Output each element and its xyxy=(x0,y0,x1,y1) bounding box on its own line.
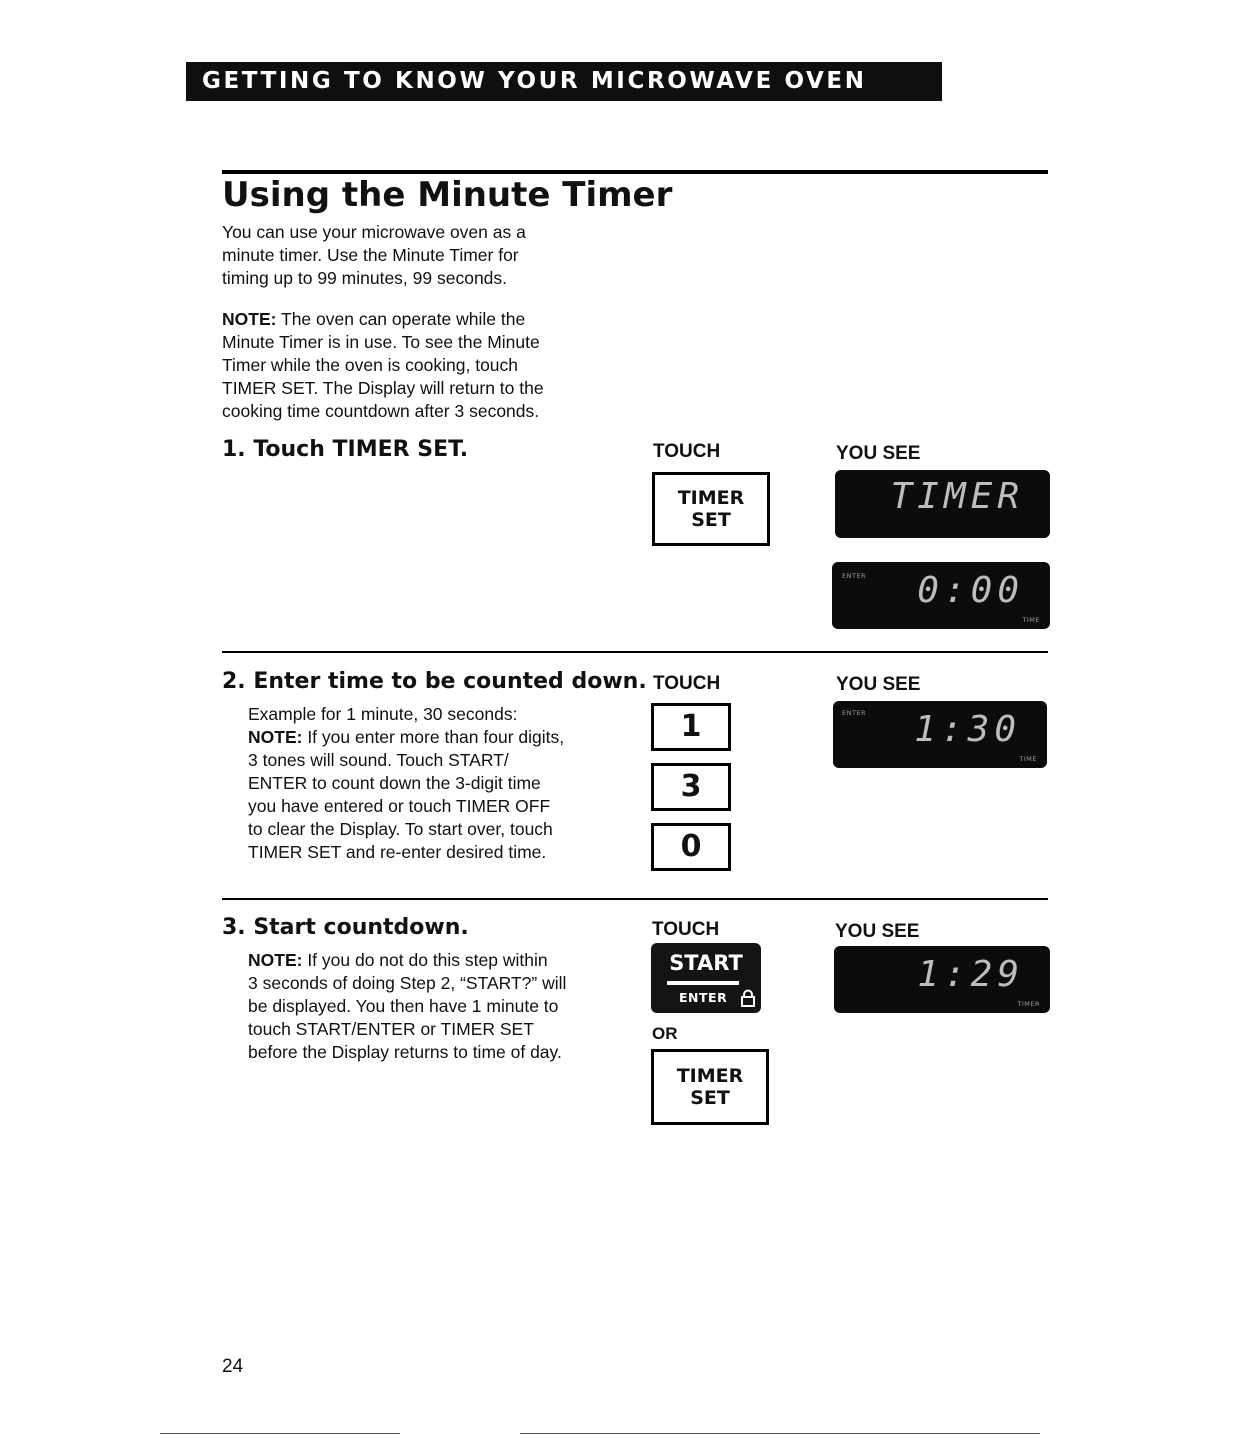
step3-heading: 3. Start countdown. xyxy=(222,915,469,940)
note-text: you have entered or touch TIMER OFF xyxy=(248,796,551,816)
step1-heading: 1. Touch TIMER SET. xyxy=(222,437,469,462)
intro-line: minute timer. Use the Minute Timer for xyxy=(222,245,519,265)
key-digit: 3 xyxy=(680,769,702,804)
note-text: be displayed. You then have 1 minute to xyxy=(248,996,559,1016)
touch-label: TOUCH xyxy=(653,673,721,694)
note-text: 3 tones will sound. Touch START/ xyxy=(248,750,509,770)
display-readout: 1:29 xyxy=(917,954,1024,995)
you-see-label: YOU SEE xyxy=(836,443,921,464)
display-tag-time: TIME xyxy=(1019,755,1037,763)
note-text: 3 seconds of doing Step 2, “START?” will xyxy=(248,973,567,993)
intro-line: You can use your microwave oven as a xyxy=(222,222,526,242)
note-text: Minute Timer is in use. To see the Minute xyxy=(222,332,540,352)
key-label: SET xyxy=(690,1087,730,1109)
key-label: TIMER xyxy=(677,487,745,509)
key-digit: 0 xyxy=(680,829,702,864)
section-banner: GETTING TO KNOW YOUR MICROWAVE OVEN xyxy=(186,62,942,101)
intro-paragraph xyxy=(222,221,622,290)
enter-key-label: ENTER xyxy=(679,990,728,1005)
step2-heading: 2. Enter time to be counted down. xyxy=(222,669,647,694)
you-see-label: YOU SEE xyxy=(836,674,921,695)
number-key-3[interactable] xyxy=(651,763,731,811)
footer-rule xyxy=(520,1433,1040,1434)
you-see-label: YOU SEE xyxy=(835,921,920,942)
step-divider xyxy=(222,898,1048,900)
timer-set-key[interactable] xyxy=(652,472,770,546)
key-label: TIMER xyxy=(676,1065,744,1087)
note-text: TIMER SET. The Display will return to the xyxy=(222,378,544,398)
page-number: 24 xyxy=(222,1356,244,1377)
start-key-label: START xyxy=(669,951,743,975)
note-text: TIMER SET and re-enter desired time. xyxy=(248,842,547,862)
step2-body xyxy=(248,703,620,864)
key-digit: 1 xyxy=(680,709,702,744)
note-label: NOTE: xyxy=(222,309,277,329)
example-text: Example for 1 minute, 30 seconds: xyxy=(248,704,518,724)
number-key-0[interactable] xyxy=(651,823,731,871)
note-text: Timer while the oven is cooking, touch xyxy=(222,355,519,375)
display-tag-enter: ENTER xyxy=(842,572,867,580)
note-text: cooking time countdown after 3 seconds. xyxy=(222,401,540,421)
note-text: to clear the Display. To start over, touch xyxy=(248,819,553,839)
note-text: If you enter more than four digits, xyxy=(302,727,565,747)
touch-label: TOUCH xyxy=(652,919,720,940)
display-readout: 0:00 xyxy=(917,570,1024,611)
display-zero xyxy=(832,562,1050,629)
page-title: Using the Minute Timer xyxy=(222,175,673,215)
step-divider xyxy=(222,651,1048,653)
footer-rule xyxy=(160,1433,400,1434)
key-label: SET xyxy=(691,509,731,531)
lock-icon xyxy=(739,989,757,1007)
note-text: touch START/ENTER or TIMER SET xyxy=(248,1019,534,1039)
display-tag-timer: TIMER xyxy=(1017,1000,1040,1008)
step3-body xyxy=(248,949,620,1064)
note-text: ENTER to count down the 3-digit time xyxy=(248,773,541,793)
note-label: NOTE: xyxy=(248,727,303,747)
display-tag-enter: ENTER xyxy=(842,709,867,717)
display-readout: 1:30 xyxy=(914,709,1021,750)
timer-set-key[interactable] xyxy=(651,1049,769,1125)
display-readout: TIMER xyxy=(890,476,1024,517)
display-one-thirty xyxy=(833,701,1047,768)
note-paragraph xyxy=(222,308,622,423)
intro-line: timing up to 99 minutes, 99 seconds. xyxy=(222,268,508,288)
display-one-twenty-nine xyxy=(834,946,1050,1013)
note-text: If you do not do this step within xyxy=(302,950,548,970)
touch-label: TOUCH xyxy=(653,441,721,462)
note-text: The oven can operate while the xyxy=(276,309,526,329)
display-tag-time: TIME xyxy=(1022,616,1040,624)
note-text: before the Display returns to time of day. xyxy=(248,1042,562,1062)
or-label: OR xyxy=(652,1024,678,1043)
note-label: NOTE: xyxy=(248,950,303,970)
start-key-bar xyxy=(667,981,739,985)
number-key-1[interactable] xyxy=(651,703,731,751)
start-enter-key[interactable] xyxy=(651,943,761,1013)
display-timer xyxy=(835,470,1050,538)
